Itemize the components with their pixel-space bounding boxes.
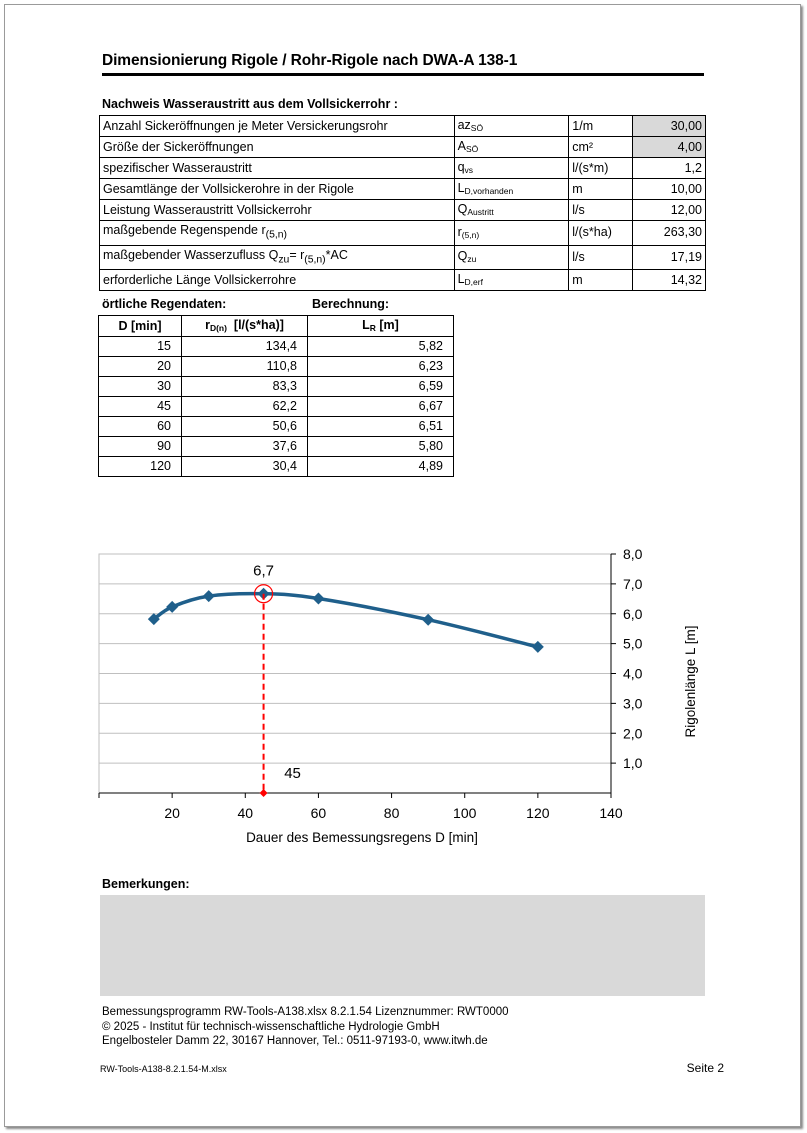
- nachweis-row: [100, 270, 706, 291]
- x-tick-label: 80: [383, 805, 400, 821]
- col-l-sub: R: [369, 323, 376, 333]
- col-l-unit: [m]: [375, 318, 399, 332]
- row-label: maßgebender Wasserzufluss Q: [103, 247, 279, 262]
- x-tick-label: 140: [599, 805, 623, 821]
- regen-r: 50,6: [182, 417, 308, 437]
- col-l-header: [308, 316, 454, 337]
- row-label: Größe der Sickeröffnungen: [103, 139, 254, 154]
- row-label-cell: [100, 270, 455, 291]
- berechnung-heading: Berechnung:: [312, 297, 390, 311]
- regen-l: 6,67: [308, 397, 454, 417]
- regen-d: 60: [99, 417, 182, 437]
- y-axis-title: Rigolenlänge L [m]: [683, 625, 698, 738]
- row-label: Gesamtlänge der Vollsickerohre in der Rigole: [103, 181, 354, 196]
- regen-d: 120: [99, 457, 182, 477]
- row-symbol-main: Q: [457, 202, 468, 216]
- x-tick-label: 100: [453, 805, 477, 821]
- footer-line-2: © 2025 - Institut für technisch-wissenschaftliche Hydrologie GmbH: [102, 1021, 440, 1033]
- row-symbol-main: az: [457, 118, 471, 132]
- nachweis-row: [100, 200, 706, 221]
- row-value: 1,2: [633, 158, 706, 179]
- row-label-cell: [100, 221, 455, 246]
- col-l-main: L: [362, 318, 370, 332]
- col-r-header: [182, 316, 308, 337]
- y-tick-label: 7,0: [623, 575, 643, 592]
- rigole-chart: [0, 540, 807, 860]
- row-value: 14,32: [633, 270, 706, 291]
- row-label-post: *AC: [325, 247, 348, 262]
- nachweis-row: [100, 158, 706, 179]
- row-symbol-sub: D,erf: [464, 277, 483, 287]
- row-unit: l/s: [569, 245, 633, 270]
- row-label-mid: = r: [289, 247, 305, 262]
- marker-value-label: 6,7: [253, 562, 275, 580]
- regen-r: 62,2: [182, 397, 308, 417]
- row-value: 17,19: [633, 245, 706, 270]
- regen-r: 30,4: [182, 457, 308, 477]
- y-tick-label: 4,0: [623, 665, 643, 682]
- regen-l: 6,23: [308, 357, 454, 377]
- regen-row: [99, 417, 454, 437]
- regen-row: [99, 337, 454, 357]
- row-label: spezifischer Wasseraustritt: [103, 160, 252, 175]
- row-value: 12,00: [633, 200, 706, 221]
- page-title: Dimensionierung Rigole / Rohr-Rigole nach DWA-A 138-1: [102, 52, 704, 76]
- y-tick-label: 6,0: [623, 605, 643, 622]
- x-tick-label: 60: [310, 805, 327, 821]
- regen-l: 6,51: [308, 417, 454, 437]
- x-tick-label: 20: [164, 805, 180, 821]
- row-label-sub2: (5,n): [304, 254, 326, 265]
- row-symbol: [454, 270, 569, 291]
- row-symbol-sub: vs: [464, 165, 474, 175]
- regen-table: [98, 315, 454, 477]
- nachweis-row: [100, 221, 706, 246]
- nachweis-row: [100, 116, 706, 137]
- y-tick-label: 2,0: [623, 725, 643, 742]
- footer-line-1: Bemessungsprogramm RW-Tools-A138.xlsx 8.2.1.54 Lizenznummer: RWT0000: [102, 1006, 509, 1018]
- row-symbol-main: Q: [457, 249, 468, 264]
- regen-r: 134,4: [182, 337, 308, 357]
- nachweis-heading: Nachweis Wasseraustritt aus dem Vollsickerrohr :: [102, 97, 398, 111]
- row-value[interactable]: 4,00: [633, 137, 706, 158]
- row-symbol-main: A: [457, 139, 466, 153]
- regen-header-row: [99, 316, 454, 337]
- row-label-cell: [100, 158, 455, 179]
- x-tick-label: 40: [237, 805, 254, 821]
- regen-row: [99, 437, 454, 457]
- row-value[interactable]: 30,00: [633, 116, 706, 137]
- row-label-cell: [100, 245, 455, 270]
- page-number: Seite 2: [686, 1061, 724, 1075]
- row-label-cell: [100, 137, 455, 158]
- row-symbol: [454, 200, 569, 221]
- row-symbol-main: q: [457, 160, 465, 174]
- y-tick-label: 5,0: [623, 635, 643, 652]
- row-unit: 1/m: [569, 116, 633, 137]
- row-unit: l/(s*m): [569, 158, 633, 179]
- nachweis-table: [99, 115, 706, 291]
- col-r-sub: D(n): [209, 323, 227, 333]
- regen-l: 6,59: [308, 377, 454, 397]
- row-symbol-main: L: [457, 181, 465, 195]
- row-symbol: [454, 158, 569, 179]
- remarks-heading: Bemerkungen:: [102, 877, 190, 891]
- nachweis-row: [100, 137, 706, 158]
- row-label: erforderliche Länge Vollsickerrohre: [103, 272, 297, 287]
- row-unit: l/s: [569, 200, 633, 221]
- regen-r: 110,8: [182, 357, 308, 377]
- x-tick-label: 120: [526, 805, 550, 821]
- row-symbol-sub: SÖ: [470, 123, 484, 133]
- regen-r: 83,3: [182, 377, 308, 397]
- y-tick-label: 1,0: [623, 755, 643, 772]
- nachweis-row: [100, 179, 706, 200]
- row-symbol-sub: D,vorhanden: [464, 186, 514, 196]
- regen-d: 15: [99, 337, 182, 357]
- regen-l: 5,82: [308, 337, 454, 357]
- regen-row: [99, 397, 454, 417]
- regen-d: 30: [99, 377, 182, 397]
- x-axis-title: Dauer des Bemessungsregens D [min]: [246, 830, 478, 845]
- nachweis-row: [100, 245, 706, 270]
- row-symbol: [454, 245, 569, 270]
- footer-line-3: Engelbosteler Damm 22, 30167 Hannover, Tel.: 0511-97193-0, www.itwh.de: [102, 1035, 488, 1047]
- row-symbol: [454, 221, 569, 246]
- regen-d: 20: [99, 357, 182, 377]
- row-symbol-main: L: [457, 272, 465, 286]
- row-unit: m: [569, 270, 633, 291]
- row-unit: m: [569, 179, 633, 200]
- row-label-cell: [100, 200, 455, 221]
- row-label-cell: [100, 116, 455, 137]
- regen-d: 90: [99, 437, 182, 457]
- regen-row: [99, 457, 454, 477]
- row-label: Leistung Wasseraustritt Vollsickerrohr: [103, 202, 312, 217]
- regen-d: 45: [99, 397, 182, 417]
- row-label-sub: zu: [278, 254, 290, 265]
- regen-r: 37,6: [182, 437, 308, 457]
- row-symbol-sub: SÖ: [465, 144, 479, 154]
- marker-x-label: 45: [284, 765, 301, 782]
- regen-l: 4,89: [308, 457, 454, 477]
- regen-row: [99, 357, 454, 377]
- row-symbol: [454, 137, 569, 158]
- row-symbol-sub: Austritt: [467, 207, 494, 217]
- regen-row: [99, 377, 454, 397]
- footer-filename: RW-Tools-A138-8.2.1.54-M.xlsx: [100, 1064, 227, 1074]
- remarks-box[interactable]: [100, 895, 705, 996]
- row-unit: cm²: [569, 137, 633, 158]
- regen-l: 5,80: [308, 437, 454, 457]
- row-label: maßgebende Regenspende r: [103, 223, 266, 237]
- row-unit: l/(s*ha): [569, 221, 633, 246]
- col-r-unit: [l/(s*ha)]: [233, 318, 284, 332]
- row-symbol: [454, 179, 569, 200]
- row-symbol-sub: zu: [467, 254, 477, 265]
- row-symbol-main: r: [457, 224, 462, 239]
- row-symbol: [454, 116, 569, 137]
- col-r-main: r: [205, 318, 210, 332]
- regendaten-heading: örtliche Regendaten:: [102, 297, 227, 311]
- row-symbol-sub: (5,n): [461, 229, 480, 240]
- y-tick-label: 3,0: [623, 695, 643, 712]
- row-label: Anzahl Sickeröffnungen je Meter Versickerungsrohr: [103, 118, 388, 133]
- row-value: 10,00: [633, 179, 706, 200]
- col-d-header: D [min]: [99, 316, 182, 337]
- row-label-sub: (5,n): [265, 229, 288, 241]
- row-value: 263,30: [633, 221, 706, 246]
- y-tick-label: 8,0: [623, 546, 643, 562]
- row-label-cell: [100, 179, 455, 200]
